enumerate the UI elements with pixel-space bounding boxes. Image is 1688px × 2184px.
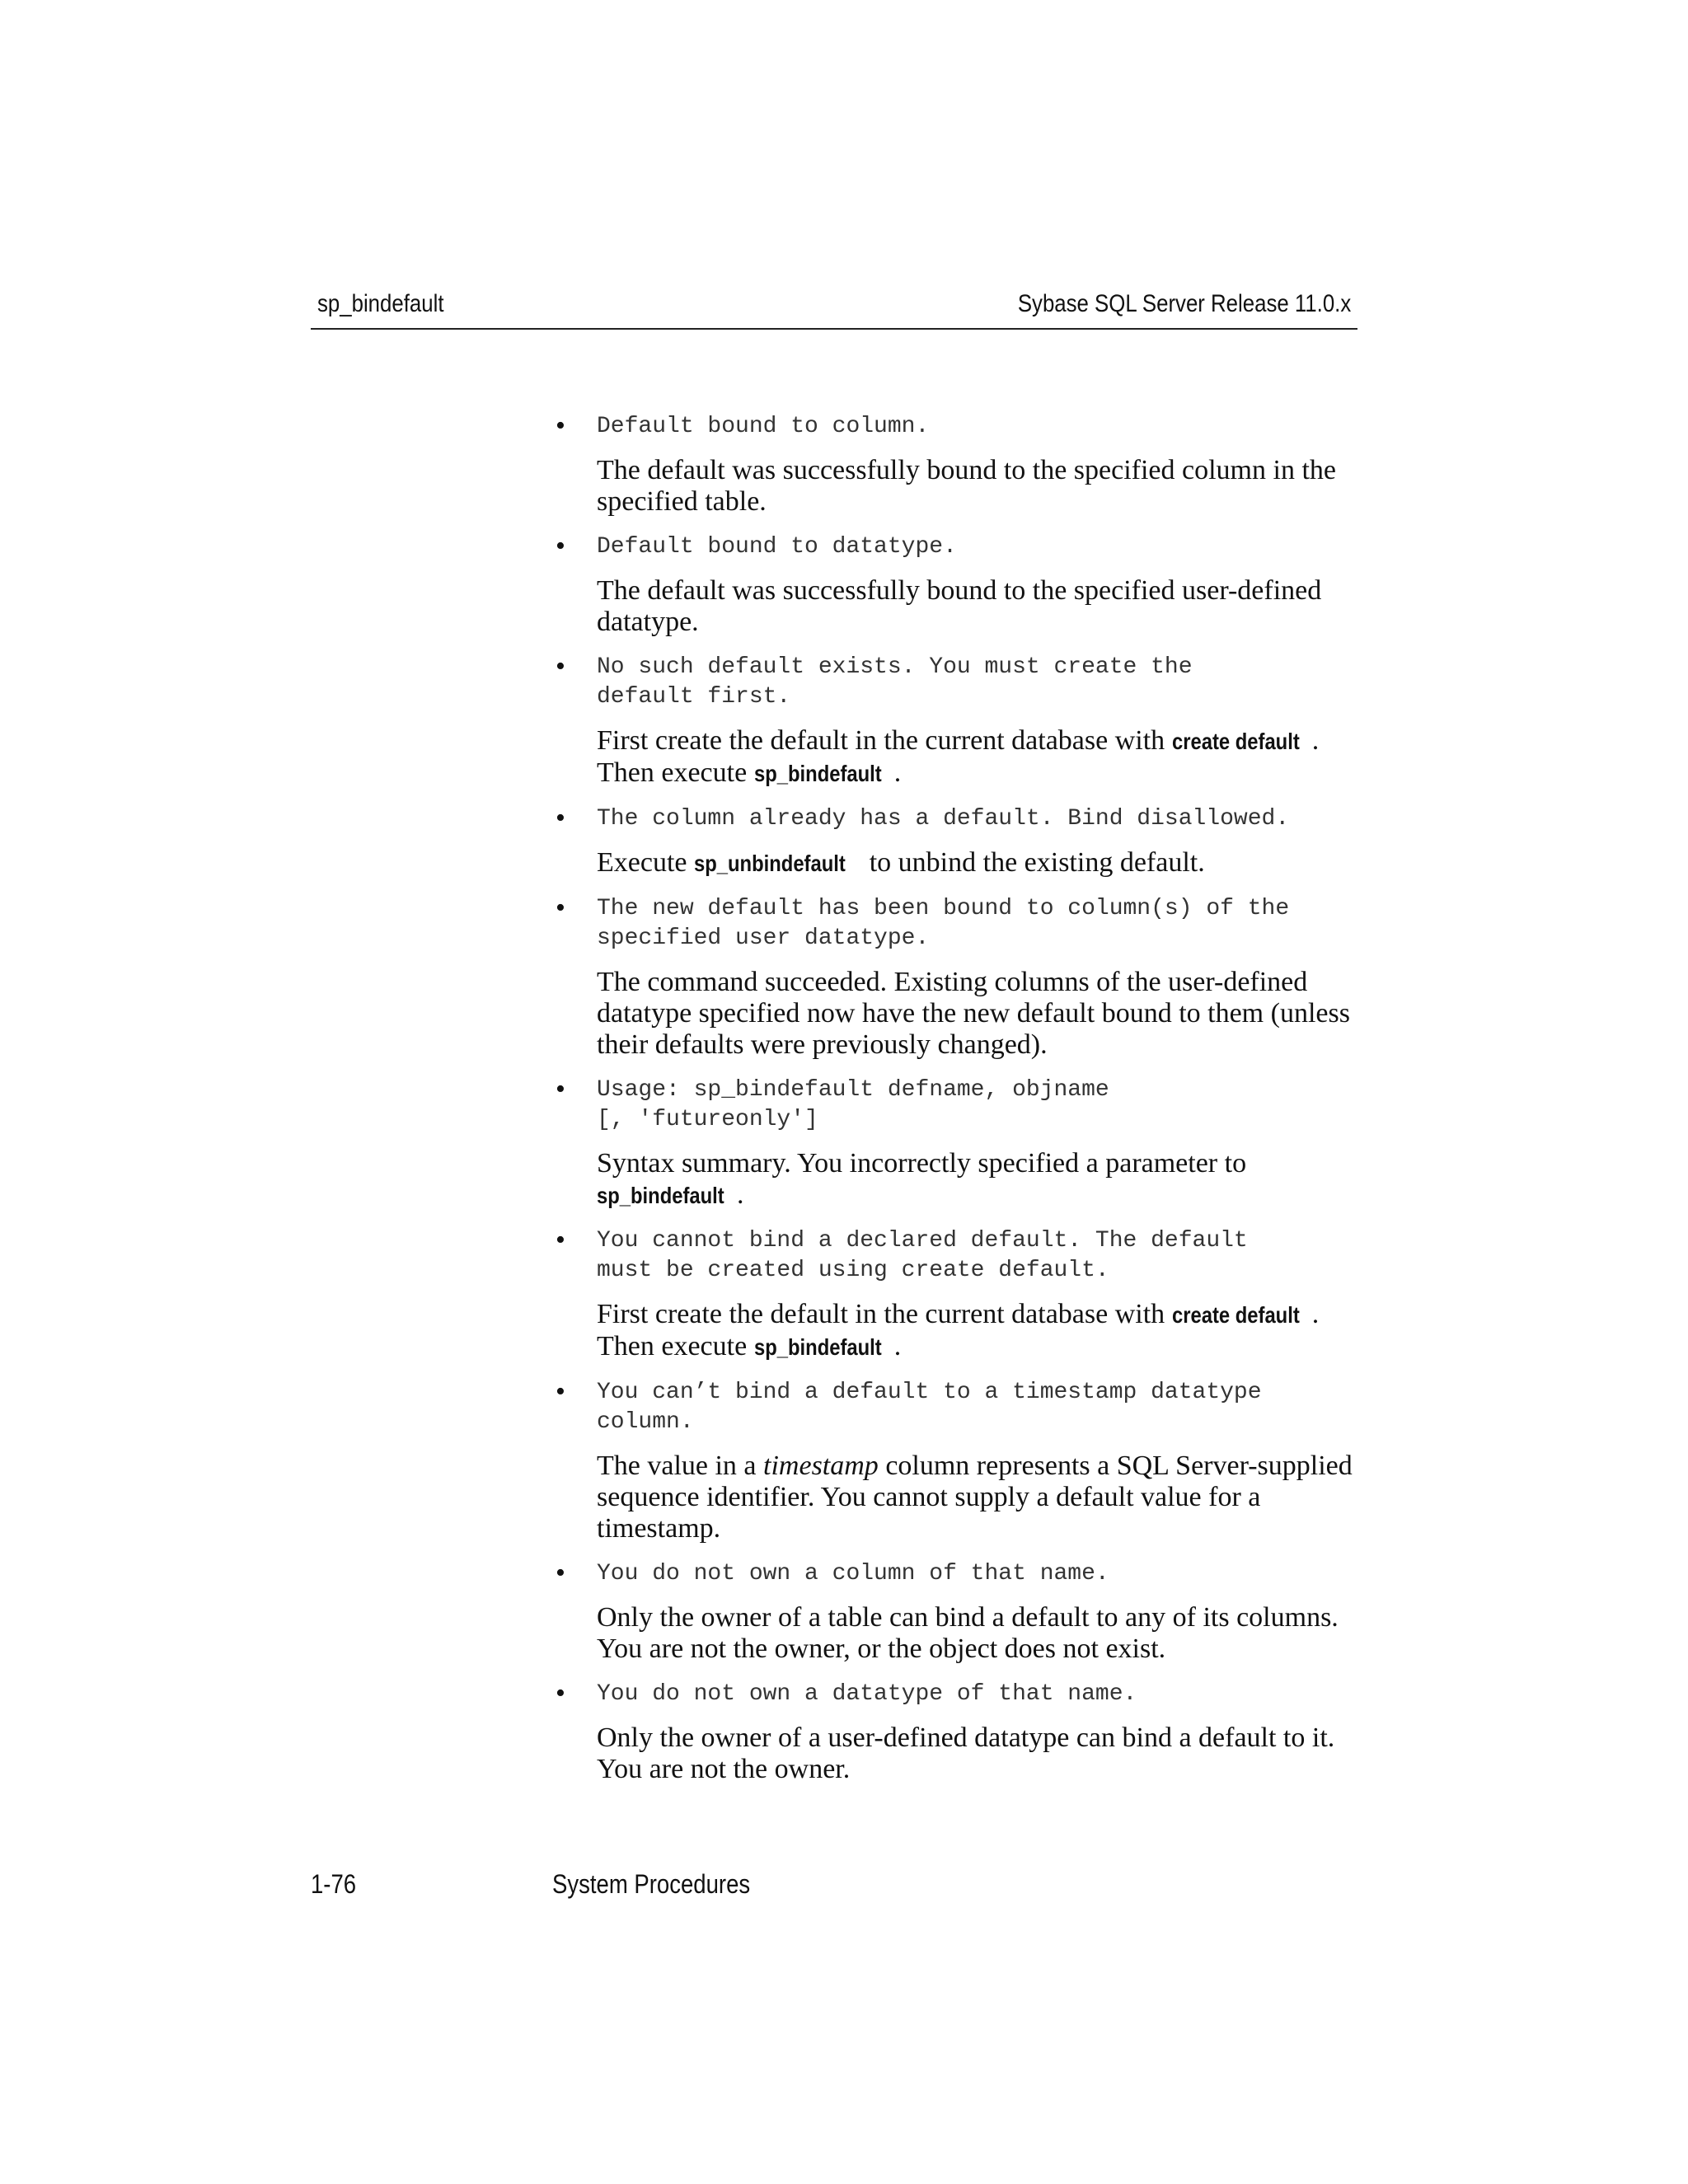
bullet-icon: • (556, 1074, 565, 1104)
command-name: sp_bindefault (753, 1334, 882, 1360)
bullet-icon: • (556, 651, 565, 682)
command-name: create default (1171, 1302, 1300, 1328)
bullet-icon: • (556, 410, 565, 441)
message-list (551, 412, 1367, 1800)
message-description: The command succeeded. Existing columns of the user-defined datatype specified now have the new default bound to them (unless their defaults were previously changed). (597, 967, 1350, 1060)
command-name: sp_bindefault (753, 761, 882, 786)
message-item (551, 894, 1367, 1061)
message-item (551, 412, 1367, 518)
message-description: Execute sp_unbindefault to unbind the existing default. (597, 847, 1205, 878)
command-name: sp_unbindefault (694, 851, 846, 876)
message-item (551, 1559, 1367, 1665)
message-description: Syntax summary. You incorrectly specified a parameter to sp_bindefault . (597, 1148, 1247, 1210)
bullet-icon: • (556, 803, 565, 833)
running-header (311, 288, 1357, 330)
bullet-icon: • (556, 1225, 565, 1255)
datatype-term: timestamp (763, 1451, 879, 1481)
bullet-icon: • (556, 531, 565, 561)
command-name: create default (1171, 729, 1300, 754)
message-description: The default was successfully bound to the specified column in the specified table. (597, 455, 1336, 517)
footer-section-title: System Procedures (552, 1869, 751, 1899)
bullet-icon: • (556, 1558, 565, 1588)
message-item (551, 1076, 1367, 1212)
header-procedure-name: sp_bindefault (317, 290, 444, 317)
message-item (551, 804, 1367, 879)
bullet-icon: • (556, 1376, 565, 1407)
bullet-icon: • (556, 893, 565, 923)
message-code: No such default exists. You must create the default first. (597, 654, 1193, 710)
message-code: Usage: sp_bindefault defname, objname [, 'futureonly'] (597, 1077, 1109, 1132)
message-code: You can’t bind a default to a timestamp datatype column. (597, 1380, 1262, 1435)
message-item (551, 532, 1367, 638)
bullet-icon: • (556, 1678, 565, 1708)
header-release-title: Sybase SQL Server Release 11.0.x (1017, 290, 1351, 317)
message-item (551, 1680, 1367, 1785)
message-description: The default was successfully bound to the specified user-defined datatype. (597, 575, 1322, 637)
message-code: You do not own a column of that name. (597, 1561, 1109, 1586)
message-code: Default bound to column. (597, 414, 930, 439)
message-code: The new default has been bound to column(s) of the specified user datatype. (597, 896, 1290, 951)
message-description: First create the default in the current database with create default . Then execute sp_bindefault . (597, 725, 1320, 788)
message-description: First create the default in the current database with create default . Then execute sp_bindefault . (597, 1299, 1320, 1361)
page-number: 1-76 (311, 1869, 357, 1899)
message-item (551, 653, 1367, 790)
message-description: Only the owner of a user-defined datatype can bind a default to it. You are not the owner. (597, 1722, 1335, 1784)
message-code: You do not own a datatype of that name. (597, 1681, 1137, 1707)
message-description: The value in a timestamp column represents a SQL Server-supplied sequence identifier. You cannot supply a default value for a timestamp. (597, 1451, 1353, 1544)
message-code: Default bound to datatype. (597, 534, 957, 560)
message-code: You cannot bind a declared default. The default must be created using create default. (597, 1228, 1248, 1283)
message-item (551, 1226, 1367, 1363)
message-description: Only the owner of a table can bind a default to any of its columns. You are not the owner, or the object does not exist. (597, 1602, 1339, 1664)
message-code: The column already has a default. Bind disallowed. (597, 806, 1290, 832)
command-name: sp_bindefault (597, 1183, 724, 1208)
message-item (551, 1378, 1367, 1544)
